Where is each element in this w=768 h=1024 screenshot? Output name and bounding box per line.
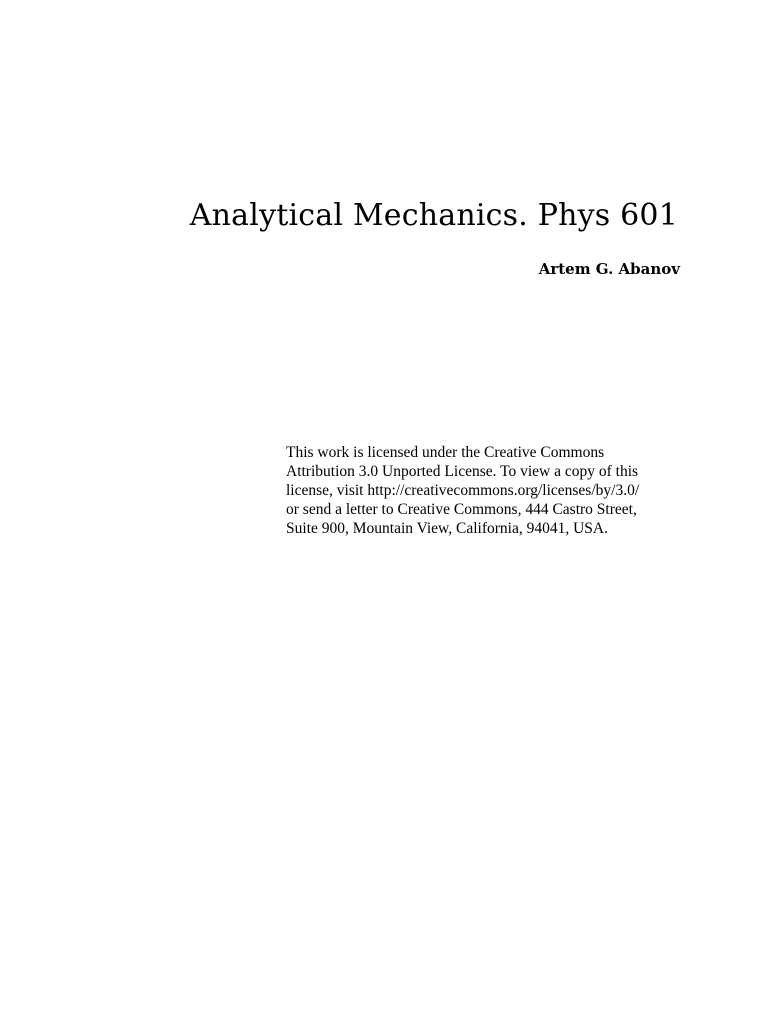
license-line: or send a letter to Creative Commons, 444 Castro Street,: [286, 501, 637, 518]
license-notice: [286, 443, 686, 538]
license-line: Attribution 3.0 Unported License. To view a copy of this: [286, 463, 639, 480]
license-line: Suite 900, Mountain View, California, 94041, USA.: [286, 520, 608, 537]
author-name: Artem G. Abanov: [538, 260, 680, 278]
license-line: This work is licensed under the Creative Commons: [286, 444, 605, 461]
document-title: Analytical Mechanics. Phys 601: [189, 198, 678, 233]
license-line: license, visit http://creativecommons.org/licenses/by/3.0/: [286, 482, 640, 499]
